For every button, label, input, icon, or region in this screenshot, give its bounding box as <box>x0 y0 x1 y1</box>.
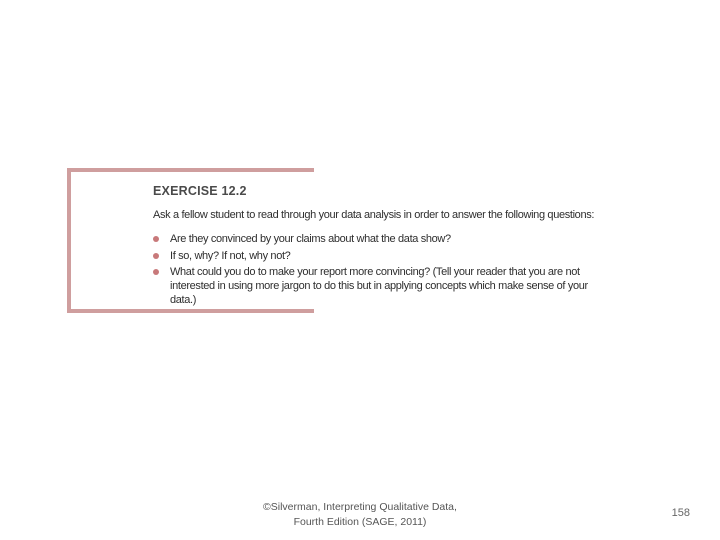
question-text: Are they convinced by your claims about what the data show? <box>170 233 451 245</box>
question-text: What could you do to make your report more convincing? (Tell your reader that you are not interested in using more jargon to do this but in applying concepts which make sense of your data.) <box>170 266 588 306</box>
bullet-icon <box>153 253 159 259</box>
citation-line-2: Fourth Edition (SAGE, 2011) <box>293 516 427 528</box>
exercise-question-list <box>152 232 612 310</box>
list-item <box>152 265 612 307</box>
page-number: 158 <box>671 507 690 519</box>
exercise-box-left-border <box>67 168 71 313</box>
list-item <box>152 232 612 246</box>
bullet-icon <box>153 236 159 242</box>
exercise-box-bottom-border <box>67 309 314 313</box>
list-item <box>152 249 612 263</box>
citation-line-1: ©Silverman, Interpreting Qualitative Data, <box>263 501 457 513</box>
bullet-icon <box>153 269 159 275</box>
exercise-title: EXERCISE 12.2 <box>153 184 247 198</box>
exercise-intro: Ask a fellow student to read through your data analysis in order to answer the following questions: <box>153 209 595 221</box>
exercise-box-top-border <box>67 168 314 172</box>
question-text: If so, why? If not, why not? <box>170 249 291 262</box>
footer-citation <box>240 500 480 530</box>
